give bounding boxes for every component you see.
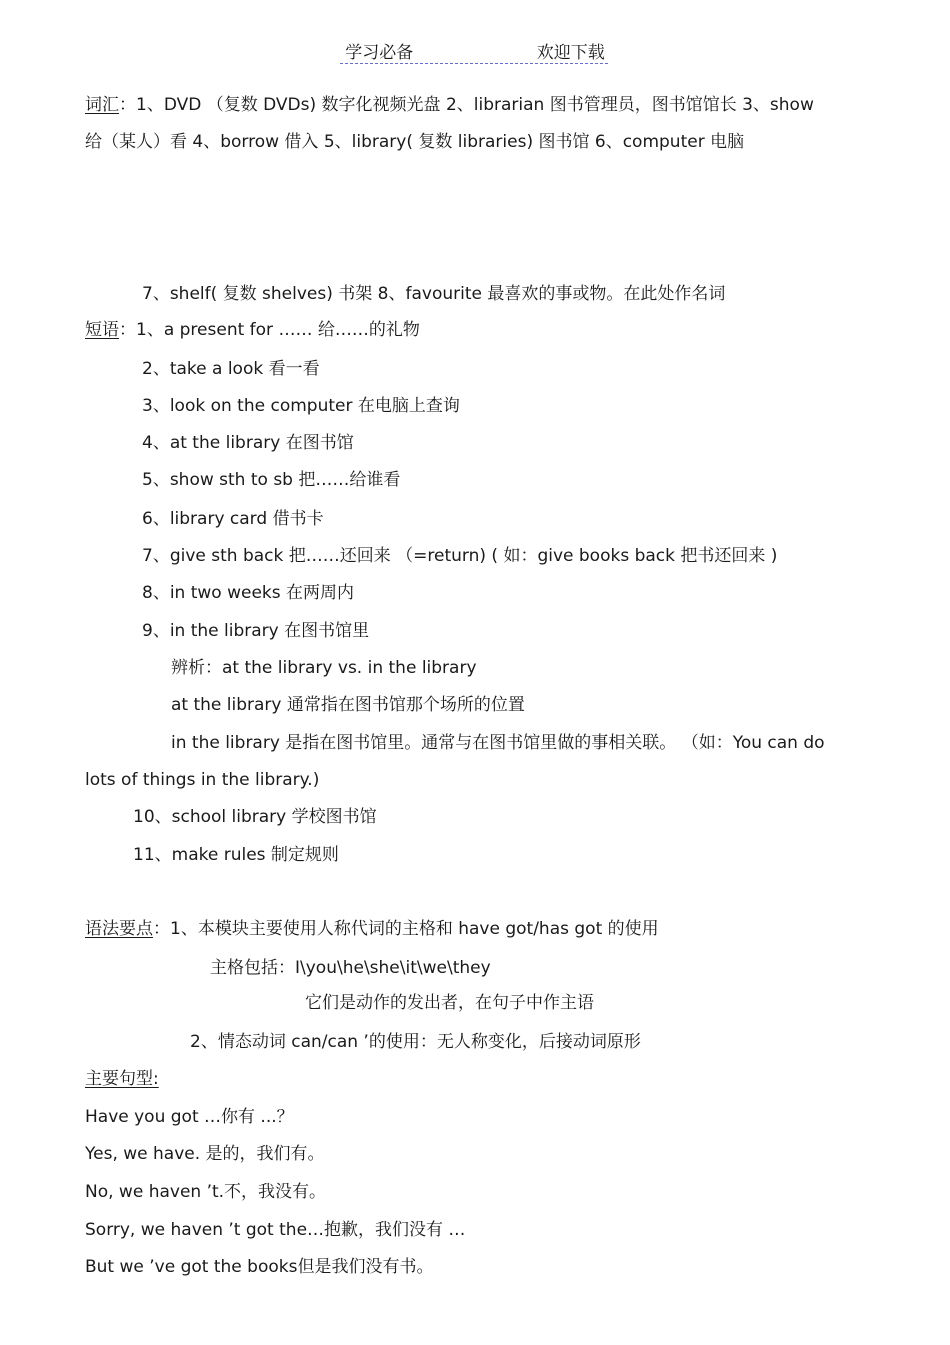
page-header bbox=[0, 42, 950, 64]
sentence-item: But we ’ve got the books但是我们没有书。 bbox=[85, 1257, 434, 1277]
sentences-heading-colon: : bbox=[153, 1069, 159, 1089]
analysis-line: in the library 是指在图书馆里。通常与在图书馆里做的事相关联。 （如：You can do bbox=[171, 733, 825, 753]
phrase-item: 6、library card 借书卡 bbox=[142, 509, 324, 529]
phrases-line-1 bbox=[85, 319, 420, 341]
phrase-item-1: ：1、a present for …… 给……的礼物 bbox=[119, 320, 420, 340]
phrase-item: 3、look on the computer 在电脑上查询 bbox=[142, 396, 460, 416]
phrases-heading: 短语 bbox=[85, 320, 119, 340]
analysis-line: 辨析：at the library vs. in the library bbox=[171, 658, 477, 678]
vocab-line-2: 给（某人）看 4、borrow 借入 5、library( 复数 libraries) 图书馆 6、computer 电脑 bbox=[85, 132, 745, 152]
vocab-line-3: 7、shelf( 复数 shelves) 书架 8、favourite 最喜欢的事或物。在此处作名词 bbox=[142, 284, 726, 304]
phrase-item: 9、in the library 在图书馆里 bbox=[142, 621, 370, 641]
vocab-line-1 bbox=[85, 94, 814, 116]
phrase-item: 8、in two weeks 在两周内 bbox=[142, 583, 355, 603]
sentence-item: Sorry, we haven ’t got the…抱歉，我们没有 … bbox=[85, 1220, 466, 1240]
header-left-text: 学习必备 bbox=[345, 43, 414, 63]
grammar-point-2: 2、情态动词 can/can ’的使用：无人称变化，后接动词原形 bbox=[190, 1032, 641, 1052]
grammar-point-1: ：1、本模块主要使用人称代词的主格和 have got/has got 的使用 bbox=[153, 919, 659, 939]
grammar-heading: 语法要点 bbox=[85, 919, 153, 939]
grammar-subject-note: 它们是动作的发出者，在句子中作主语 bbox=[305, 993, 594, 1013]
phrase-item: 11、make rules 制定规则 bbox=[133, 845, 339, 865]
phrase-item: 5、show sth to sb 把……给谁看 bbox=[142, 470, 401, 490]
sentences-heading-line bbox=[85, 1068, 159, 1090]
sentences-heading: 主要句型 bbox=[85, 1069, 153, 1089]
sentence-item: Have you got …你有 ...？ bbox=[85, 1107, 294, 1127]
vocab-heading: 词汇 bbox=[85, 95, 119, 115]
grammar-line-1 bbox=[85, 918, 659, 940]
phrase-item: 2、take a look 看一看 bbox=[142, 359, 320, 379]
analysis-continuation: lots of things in the library.) bbox=[85, 770, 320, 790]
header-right-text: 欢迎下载 bbox=[536, 43, 605, 63]
phrase-item: 7、give sth back 把……还回来 （=return) ( 如：give books back 把书还回来 ) bbox=[142, 546, 778, 566]
sentence-item: Yes, we have. 是的，我们有。 bbox=[85, 1144, 325, 1164]
header-divider bbox=[340, 63, 608, 64]
grammar-subject-list: 主格包括：I\you\he\she\it\we\they bbox=[210, 958, 491, 978]
sentence-item: No, we haven ’t.不，我没有。 bbox=[85, 1182, 327, 1202]
analysis-line: at the library 通常指在图书馆那个场所的位置 bbox=[171, 695, 525, 715]
phrase-item: 4、at the library 在图书馆 bbox=[142, 433, 354, 453]
phrase-item: 10、school library 学校图书馆 bbox=[133, 807, 377, 827]
vocab-text-1: ：1、DVD （复数 DVDs) 数字化视频光盘 2、librarian 图书管理员，图书馆馆长 3、show bbox=[119, 95, 814, 115]
